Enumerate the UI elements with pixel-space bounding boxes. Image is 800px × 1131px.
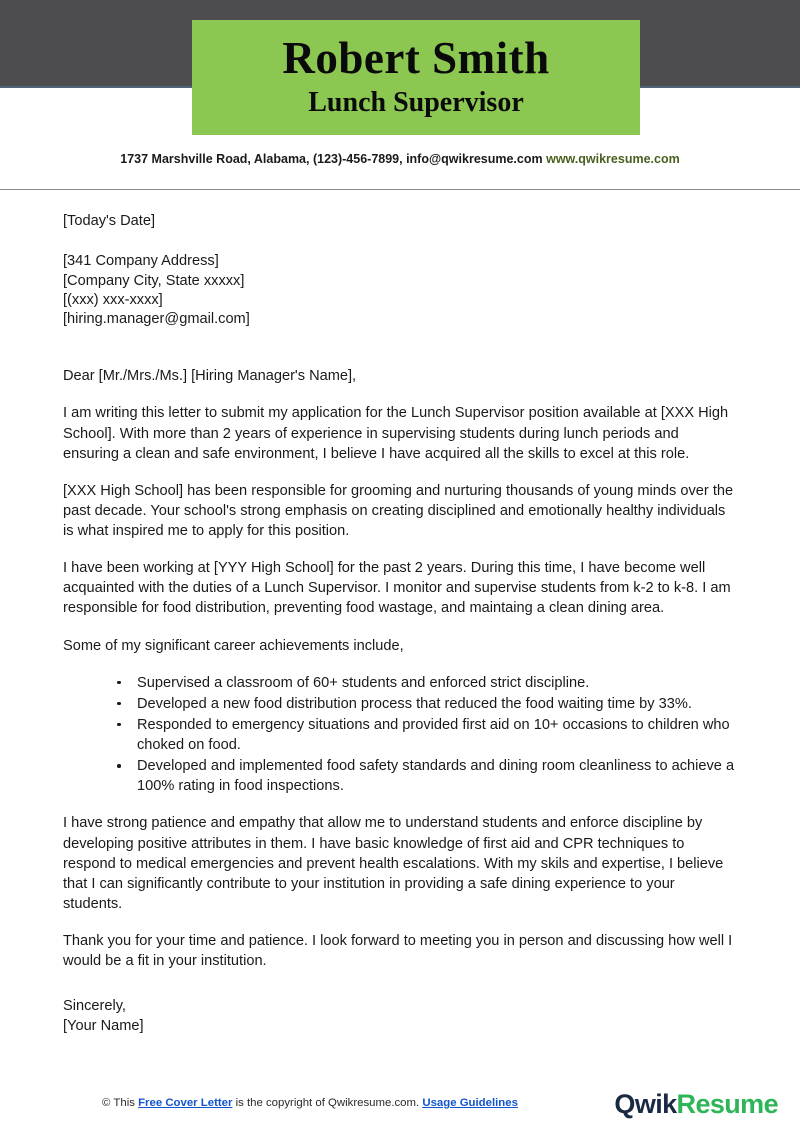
achievement-item: Developed a new food distribution process that reduced the food waiting time by 33%. xyxy=(115,694,735,714)
achievements-intro: Some of my significant career achievements include, xyxy=(63,637,404,654)
usage-guidelines-link[interactable]: Usage Guidelines xyxy=(422,1097,518,1109)
letter-body xyxy=(63,212,735,1037)
date-placeholder: [Today's Date] xyxy=(63,213,156,229)
achievement-item: Supervised a classroom of 60+ students and enforced strict discipline. xyxy=(115,673,735,693)
achievement-item: Developed and implemented food safety standards and dining room cleanliness to achieve a 100% rating in food inspections. xyxy=(115,756,735,796)
applicant-job-title: Lunch Supervisor xyxy=(308,87,524,119)
recipient-address-line: [341 Company Address] xyxy=(63,253,219,270)
achievements-list xyxy=(63,673,735,797)
paragraph-company: [XXX High School] has been responsible for grooming and nurturing thousands of young minds over the past decade. Your school's strong emphasis on creating disciplined and emotionally healthy individuals is what inspired me to apply for this position. xyxy=(63,482,734,539)
name-title-banner xyxy=(192,20,640,135)
document-header xyxy=(0,0,800,190)
spacer xyxy=(63,988,735,996)
contact-details: 1737 Marshville Road, Alabama, (123)-456-7899, info@qwikresume.com xyxy=(120,152,543,166)
header-divider xyxy=(0,189,800,190)
signature-placeholder: [Your Name] xyxy=(63,1018,144,1035)
qwikresume-logo[interactable] xyxy=(614,1089,778,1120)
paragraph-intro: I am writing this letter to submit my application for the Lunch Supervisor position available at [XXX High School]. With more than 2 years of experience in supervising students during lunch periods and ensuring a clean and safe environment, I believe I have acquired all the skills to excel at this role. xyxy=(63,405,729,462)
spacer xyxy=(63,346,735,366)
recipient-address-block xyxy=(63,252,735,329)
paragraph-experience: I have been working at [YYY High School] for the past 2 years. During this time, I have become well acquainted with the duties of a Lunch Supervisor. I monitor and supervise students from k-2 to k-8. I am responsible for food distribution, preventing food wastage, and maintaing a clean dining area. xyxy=(63,560,731,617)
salutation: Dear [Mr./Mrs./Ms.] [Hiring Manager's Name], xyxy=(63,368,357,385)
copyright-middle: is the copyright of Qwikresume.com. xyxy=(232,1097,423,1109)
recipient-address-line: [hiring.manager@gmail.com] xyxy=(63,311,250,327)
recipient-address-line: [Company City, State xxxxx] xyxy=(63,272,245,289)
website-url[interactable]: www.qwikresume.com xyxy=(546,152,680,166)
paragraph-closing: Thank you for your time and patience. I look forward to meeting you in person and discussing how well I would be a fit in your institution. xyxy=(63,933,733,970)
paragraph-skills: I have strong patience and empathy that allow me to understand students and enforce discipline by developing positive attributes in them. I have basic knowledge of first aid and CPR techniques to respond to medical emergencies and prevent health escalations. With my skils and expertise, I believe that I can significantly contribute to your institution in providing a safe dining experience to your students. xyxy=(63,815,724,912)
closing-salutation: Sincerely, xyxy=(63,998,126,1015)
free-cover-letter-link[interactable]: Free Cover Letter xyxy=(138,1097,233,1109)
contact-line xyxy=(0,152,800,166)
logo-text-qwik: Qwik xyxy=(614,1089,677,1119)
copyright-notice xyxy=(0,1097,620,1109)
document-footer xyxy=(0,1073,800,1131)
achievement-item: Responded to emergency situations and provided first aid on 10+ occasions to children who choked on food. xyxy=(115,715,735,755)
applicant-name: Robert Smith xyxy=(282,33,550,84)
copyright-prefix: © This xyxy=(102,1097,139,1109)
recipient-address-line: [(xxx) xxx-xxxx] xyxy=(63,291,163,308)
logo-text-resume: Resume xyxy=(676,1089,778,1119)
